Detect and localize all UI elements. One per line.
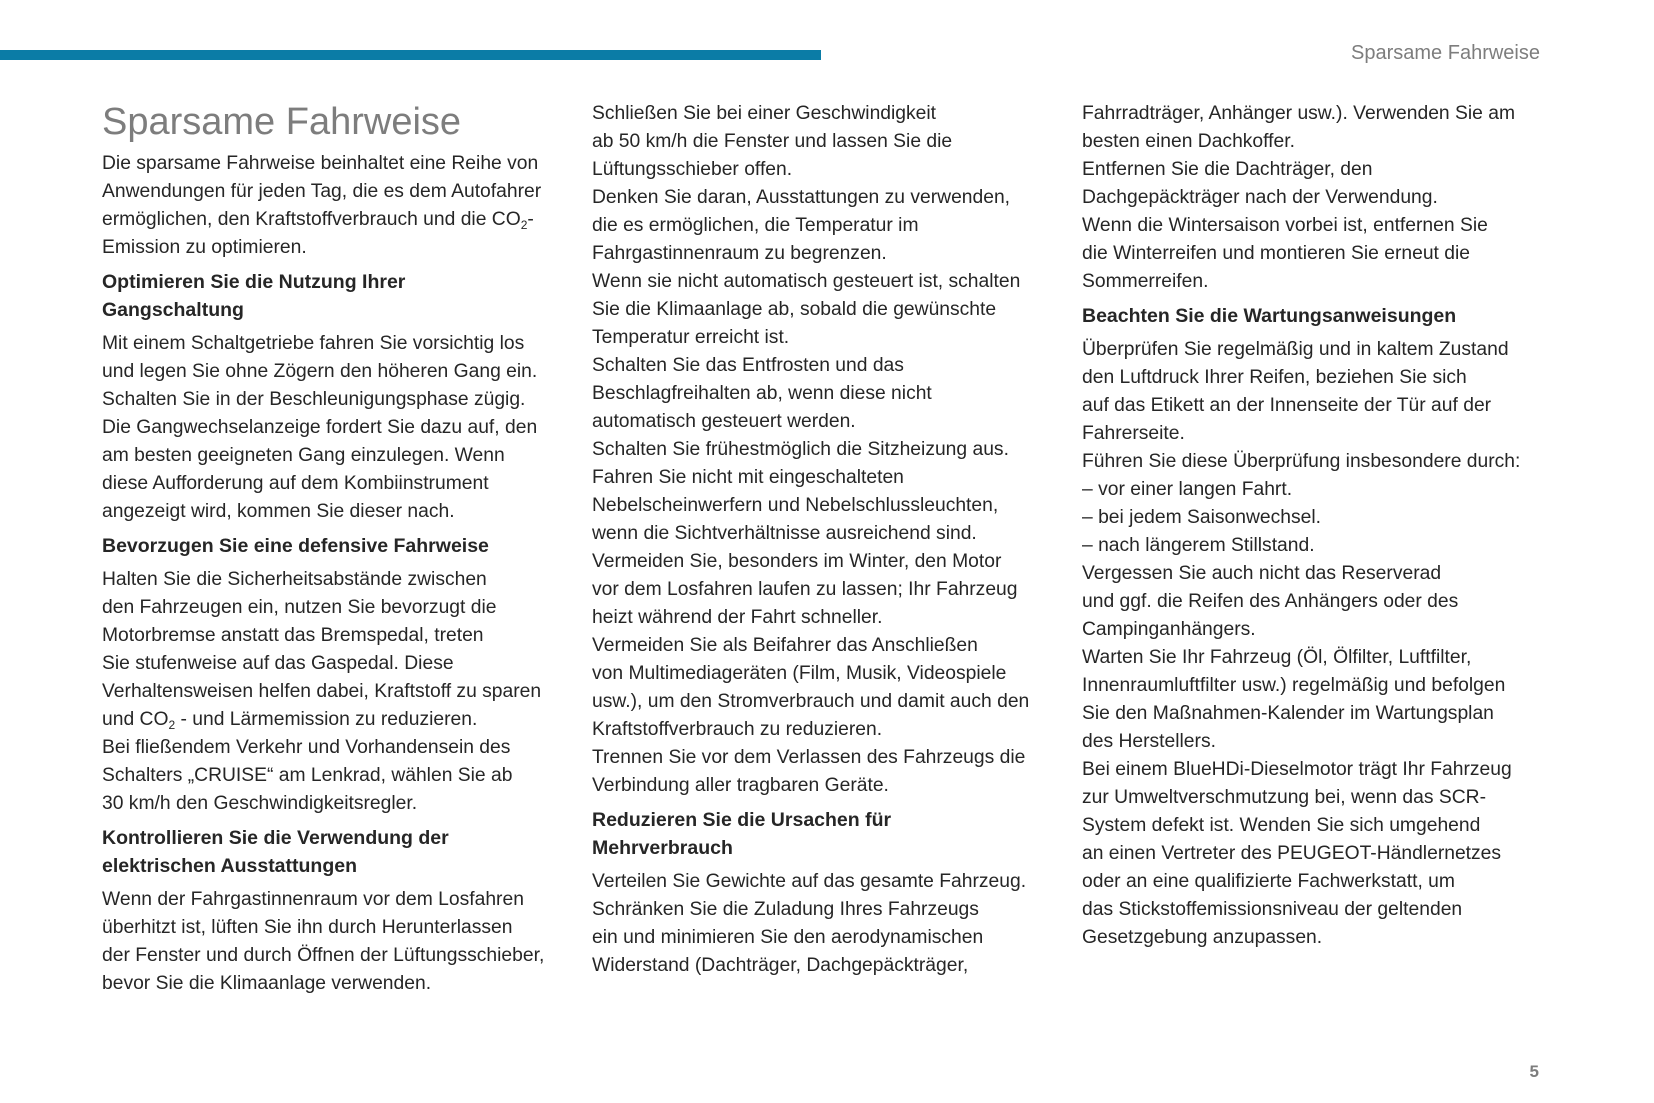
column-1 xyxy=(102,100,572,998)
text-line: Nebelscheinwerfern und Nebelschlussleuchten, xyxy=(592,495,999,516)
text-line: 30 km/h den Geschwindigkeitsregler. xyxy=(102,793,418,814)
text-line: Kraftstoffverbrauch zu reduzieren. xyxy=(592,719,883,740)
text-line: Lüftungsschieber offen. xyxy=(592,159,793,180)
heading-causes: Reduzieren Sie die Ursachen für Mehrverbrauch xyxy=(592,809,892,859)
running-header: Sparsame Fahrweise xyxy=(1351,42,1540,64)
text-line: die Winterreifen und montieren Sie erneut die xyxy=(1082,243,1470,264)
co2-subscript: 2 xyxy=(520,218,528,232)
text-line: ermöglichen, den Kraftstoffverbrauch und die $CO_2-$ xyxy=(102,209,534,232)
text-line: Verhaltensweisen helfen dabei, Kraftstoff zu sparen xyxy=(102,681,542,702)
page-title: Sparsame Fahrweise xyxy=(102,101,462,143)
page-number: 5 xyxy=(1529,1062,1539,1081)
text-line: angezeigt wird, kommen Sie dieser nach. xyxy=(102,501,455,522)
text-line: Bei fließendem Verkehr und Vorhandensein des xyxy=(102,737,511,758)
text-line: auf das Etikett an der Innenseite der Tür auf der xyxy=(1082,395,1492,416)
text-line: oder an eine qualifizierte Fachwerkstatt, um xyxy=(1082,871,1455,892)
text-line: Die Gangwechselanzeige fordert Sie dazu auf, den xyxy=(102,417,538,438)
text-line: Beschlagfreihalten ab, wenn diese nicht xyxy=(592,383,932,404)
text-line: die es ermöglichen, die Temperatur im xyxy=(592,215,919,236)
text-line: des Herstellers. xyxy=(1082,731,1216,752)
heading-electric: Kontrollieren Sie die Verwendung der elektrischen Ausstattungen xyxy=(102,827,449,877)
text-line: das Stickstoffemissionsniveau der geltenden xyxy=(1082,899,1463,920)
text-line: Sie die Klimaanlage ab, sobald die gewünschte xyxy=(592,299,997,320)
text-line: und $CO_2$ - und Lärmemission zu reduzieren. xyxy=(102,709,478,732)
text-line: ein und minimieren Sie den aerodynamischen xyxy=(592,927,984,948)
text-line: Motorbremse anstatt das Bremspedal, treten xyxy=(102,625,484,646)
text-line: Vermeiden Sie, besonders im Winter, den Motor xyxy=(592,551,1002,572)
text-line: Fahren Sie nicht mit eingeschalteten xyxy=(592,467,904,488)
text-line: Mit einem Schaltgetriebe fahren Sie vorsichtig los xyxy=(102,333,525,354)
text-line: Fahrerseite. xyxy=(1082,423,1185,444)
text-line: Entfernen Sie die Dachträger, den xyxy=(1082,159,1373,180)
text-line: Anwendungen für jeden Tag, die es dem Autofahrer xyxy=(102,181,542,202)
maintenance-paragraph xyxy=(1082,336,1557,476)
text-line: Schalters „CRUISE“ am Lenkrad, wählen Sie ab xyxy=(102,765,513,786)
heading-maintenance: Beachten Sie die Wartungsanweisungen xyxy=(1082,305,1457,327)
text-line: Trennen Sie vor dem Verlassen des Fahrzeugs die xyxy=(592,747,1026,768)
text-line: Sie den Maßnahmen-Kalender im Wartungsplan xyxy=(1082,703,1494,724)
text-line: Campinganhängers. xyxy=(1082,619,1256,640)
column-2 xyxy=(592,100,1067,980)
text-line: zur Umweltverschmutzung bei, wenn das SCR- xyxy=(1082,787,1486,808)
maintenance-paragraph-2 xyxy=(1082,560,1557,952)
text-line: Vergessen Sie auch nicht das Reserverad xyxy=(1082,563,1442,584)
text-line: System defekt ist. Wenden Sie sich umgehend xyxy=(1082,815,1481,836)
heading-gear: Optimieren Sie die Nutzung Ihrer Gangschaltung xyxy=(102,271,406,321)
heading-defensive: Bevorzugen Sie eine defensive Fahrweise xyxy=(102,535,489,557)
text-line: besten einen Dachkoffer. xyxy=(1082,131,1295,152)
text-line: Bei einem BlueHDi-Dieselmotor trägt Ihr Fahrzeug xyxy=(1082,759,1512,780)
electric-continued-paragraph xyxy=(592,100,1067,800)
header-accent-bar xyxy=(0,50,821,60)
text-line: usw.), um den Stromverbrauch und damit auch den xyxy=(592,691,1030,712)
causes-continued-paragraph xyxy=(1082,100,1557,296)
defensive-paragraph xyxy=(102,566,572,818)
check-list xyxy=(1082,476,1557,560)
text-line: Sie stufenweise auf das Gaspedal. Diese xyxy=(102,653,454,674)
text-line: Temperatur erreicht ist. xyxy=(592,327,790,348)
text-line: Schließen Sie bei einer Geschwindigkeit xyxy=(592,103,937,124)
text-line: Schalten Sie das Entfrosten und das xyxy=(592,355,904,376)
text-line: ab 50 km/h die Fenster und lassen Sie die xyxy=(592,131,953,152)
text-line: Fahrradträger, Anhänger usw.). Verwenden Sie am xyxy=(1082,103,1516,124)
text-line: an einen Vertreter des PEUGEOT-Händlernetzes xyxy=(1082,843,1502,864)
text-line: Innenraumluftfilter usw.) regelmäßig und befolgen xyxy=(1082,675,1506,696)
causes-paragraph xyxy=(592,868,1067,980)
text-line: Warten Sie Ihr Fahrzeug (Öl, Ölfilter, Luftfilter, xyxy=(1082,647,1472,668)
text-line: und ggf. die Reifen des Anhängers oder des xyxy=(1082,591,1459,612)
text-line: bevor Sie die Klimaanlage verwenden. xyxy=(102,973,432,994)
text-line: Sommerreifen. xyxy=(1082,271,1209,292)
text-line: Schalten Sie in der Beschleunigungsphase zügig. xyxy=(102,389,526,410)
text-line: heizt während der Fahrt schneller. xyxy=(592,607,883,628)
electric-paragraph xyxy=(102,886,572,998)
text-line: den Fahrzeugen ein, nutzen Sie bevorzugt die xyxy=(102,597,497,618)
list-item: – vor einer langen Fahrt. xyxy=(1082,479,1293,500)
text-line: Wenn sie nicht automatisch gesteuert ist, schalten xyxy=(592,271,1021,292)
gear-paragraph xyxy=(102,330,572,526)
co2-subscript: 2 xyxy=(168,718,176,732)
intro-paragraph xyxy=(102,150,572,262)
text-line: Schalten Sie frühestmöglich die Sitzheizung aus. xyxy=(592,439,1009,460)
text-line: vor dem Losfahren laufen zu lassen; Ihr Fahrzeug xyxy=(592,579,1018,600)
column-3 xyxy=(1082,100,1557,952)
text-line: Emission zu optimieren. xyxy=(102,237,307,258)
text-line: am besten geeigneten Gang einzulegen. Wenn xyxy=(102,445,505,466)
text-line: der Fenster und durch Öffnen der Lüftungsschieber, xyxy=(102,945,545,966)
text-line: Denken Sie daran, Ausstattungen zu verwenden, xyxy=(592,187,1011,208)
text-line: Die sparsame Fahrweise beinhaltet eine Reihe von xyxy=(102,153,539,174)
text-line: diese Aufforderung auf dem Kombiinstrument xyxy=(102,473,489,494)
text-line: von Multimediageräten (Film, Musik, Videospiele xyxy=(592,663,1007,684)
list-item: – bei jedem Saisonwechsel. xyxy=(1082,507,1322,528)
text-line: wenn die Sichtverhältnisse ausreichend sind. xyxy=(592,523,977,544)
text-line: den Luftdruck Ihrer Reifen, beziehen Sie sich xyxy=(1082,367,1467,388)
text-line: überhitzt ist, lüften Sie ihn durch Herunterlassen xyxy=(102,917,513,938)
text-line: Verbindung aller tragbaren Geräte. xyxy=(592,775,889,796)
text-line: Verteilen Sie Gewichte auf das gesamte Fahrzeug. xyxy=(592,871,1027,892)
text-line: Überprüfen Sie regelmäßig und in kaltem Zustand xyxy=(1082,339,1509,360)
text-line: Dachgepäckträger nach der Verwendung. xyxy=(1082,187,1438,208)
text-line: Wenn der Fahrgastinnenraum vor dem Losfahren xyxy=(102,889,524,910)
text-line: Widerstand (Dachträger, Dachgepäckträger, xyxy=(592,955,969,976)
text-line: Vermeiden Sie als Beifahrer das Anschließen xyxy=(592,635,978,656)
text-line: Halten Sie die Sicherheitsabstände zwischen xyxy=(102,569,487,590)
list-item: – nach längerem Stillstand. xyxy=(1082,535,1315,556)
text-line: automatisch gesteuert werden. xyxy=(592,411,856,432)
text-line: Wenn die Wintersaison vorbei ist, entfernen Sie xyxy=(1082,215,1488,236)
text-line: Gesetzgebung anzupassen. xyxy=(1082,927,1323,948)
text-line: Schränken Sie die Zuladung Ihres Fahrzeugs xyxy=(592,899,979,920)
text-line: Fahrgastinnenraum zu begrenzen. xyxy=(592,243,887,264)
text-line: und legen Sie ohne Zögern den höheren Gang ein. xyxy=(102,361,538,382)
text-line: Führen Sie diese Überprüfung insbesondere durch: xyxy=(1082,451,1521,472)
